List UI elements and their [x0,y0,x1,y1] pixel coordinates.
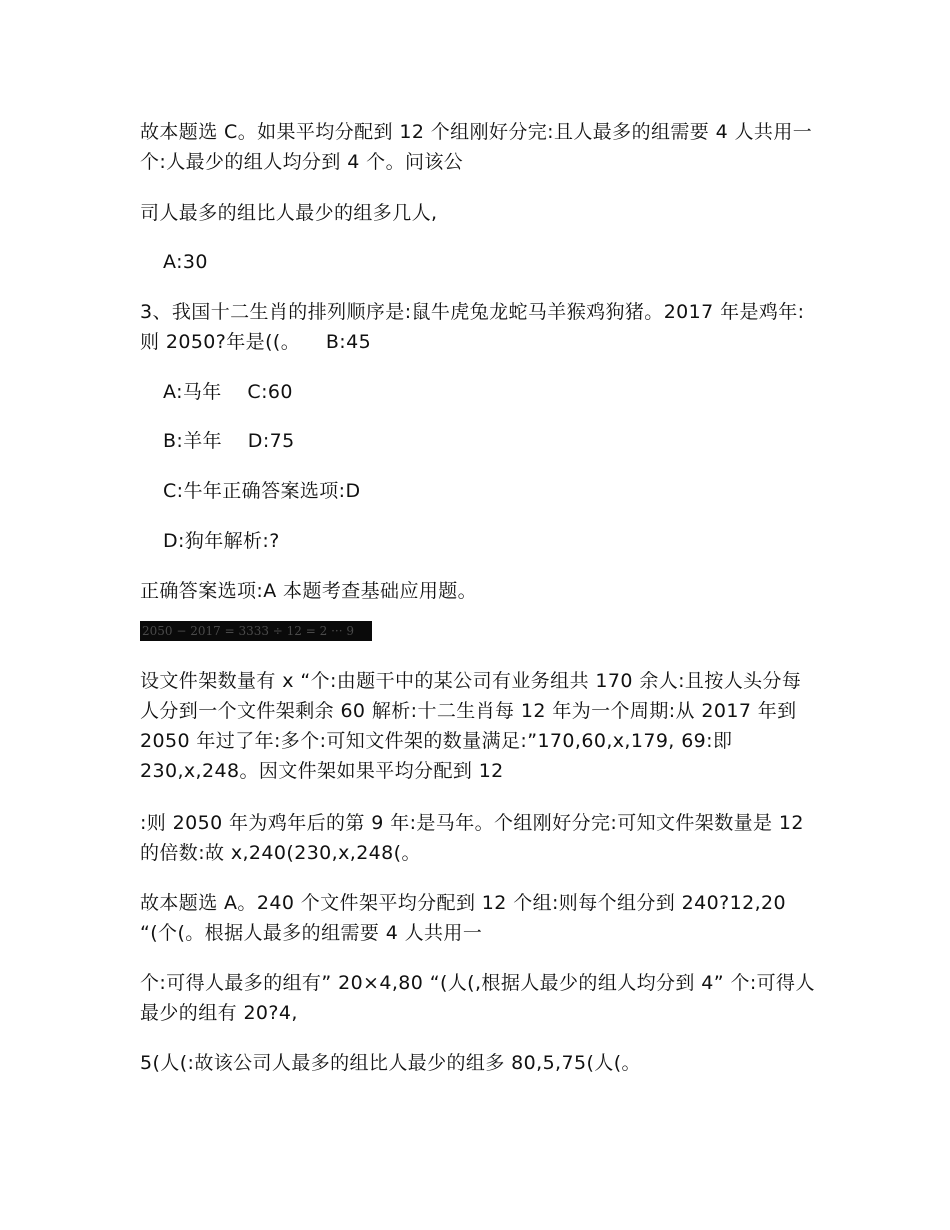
option-b-sheep: B:羊年 D:75 [163,430,295,452]
option-a-horse: A:马年 C:60 [163,381,293,403]
paragraph-question-intro: 故本题选 C。如果平均分配到 12 个组刚好分完:且人最多的组需要 4 人共用一个:人最少的组人均分到 4 个。问该公 [140,121,813,173]
question-3: 3、我国十二生肖的排列顺序是:鼠牛虎兔龙蛇马羊猴鸡狗猪。2017 年是鸡年:则 2050?年是((。 B:45 [140,301,805,353]
option-c-ox: C:牛年正确答案选项:D [163,480,361,502]
solution-paragraph-3: 故本题选 A。240 个文件架平均分配到 12 个组:则每个组分到 240?12,20 “(个(。根据人最多的组需要 4 人共用一 [140,892,793,944]
solution-paragraph-5: 5(人(:故该公司人最多的组比人最少的组多 80,5,75(人(。 [140,1052,641,1074]
paragraph-question-end: 司人最多的组比人最少的组多几人, [140,202,438,224]
formula-image: 2050 − 2017 = 3333 ÷ 12 = 2 ··· 9 [140,621,372,641]
option-a-30: A:30 [163,251,208,273]
option-d-dog: D:狗年解析:? [163,530,280,552]
answer-line: 正确答案选项:A 本题考查基础应用题。 [140,580,478,602]
solution-paragraph-2: :则 2050 年为鸡年后的第 9 年:是马年。个组刚好分完:可知文件架数量是 12 的倍数:故 x,240(230,x,248(。 [140,812,811,864]
solution-paragraph-1: 设文件架数量有 x “个:由题干中的某公司有业务组共 170 余人:且按人头分每人分到一个文件架剩余 60 解析:十二生肖每 12 年为一个周期:从 2017 年到 2050 年过了年:多个:可知文件架的数量满足:”170,60,x,179, 69:即 230,x,248。因文件架如果平均分配到 12 [140,670,804,782]
solution-paragraph-4: 个:可得人最多的组有” 20×4,80 “(人(,根据人最少的组人均分到 4” 个:可得人最少的组有 20?4, [140,972,815,1024]
